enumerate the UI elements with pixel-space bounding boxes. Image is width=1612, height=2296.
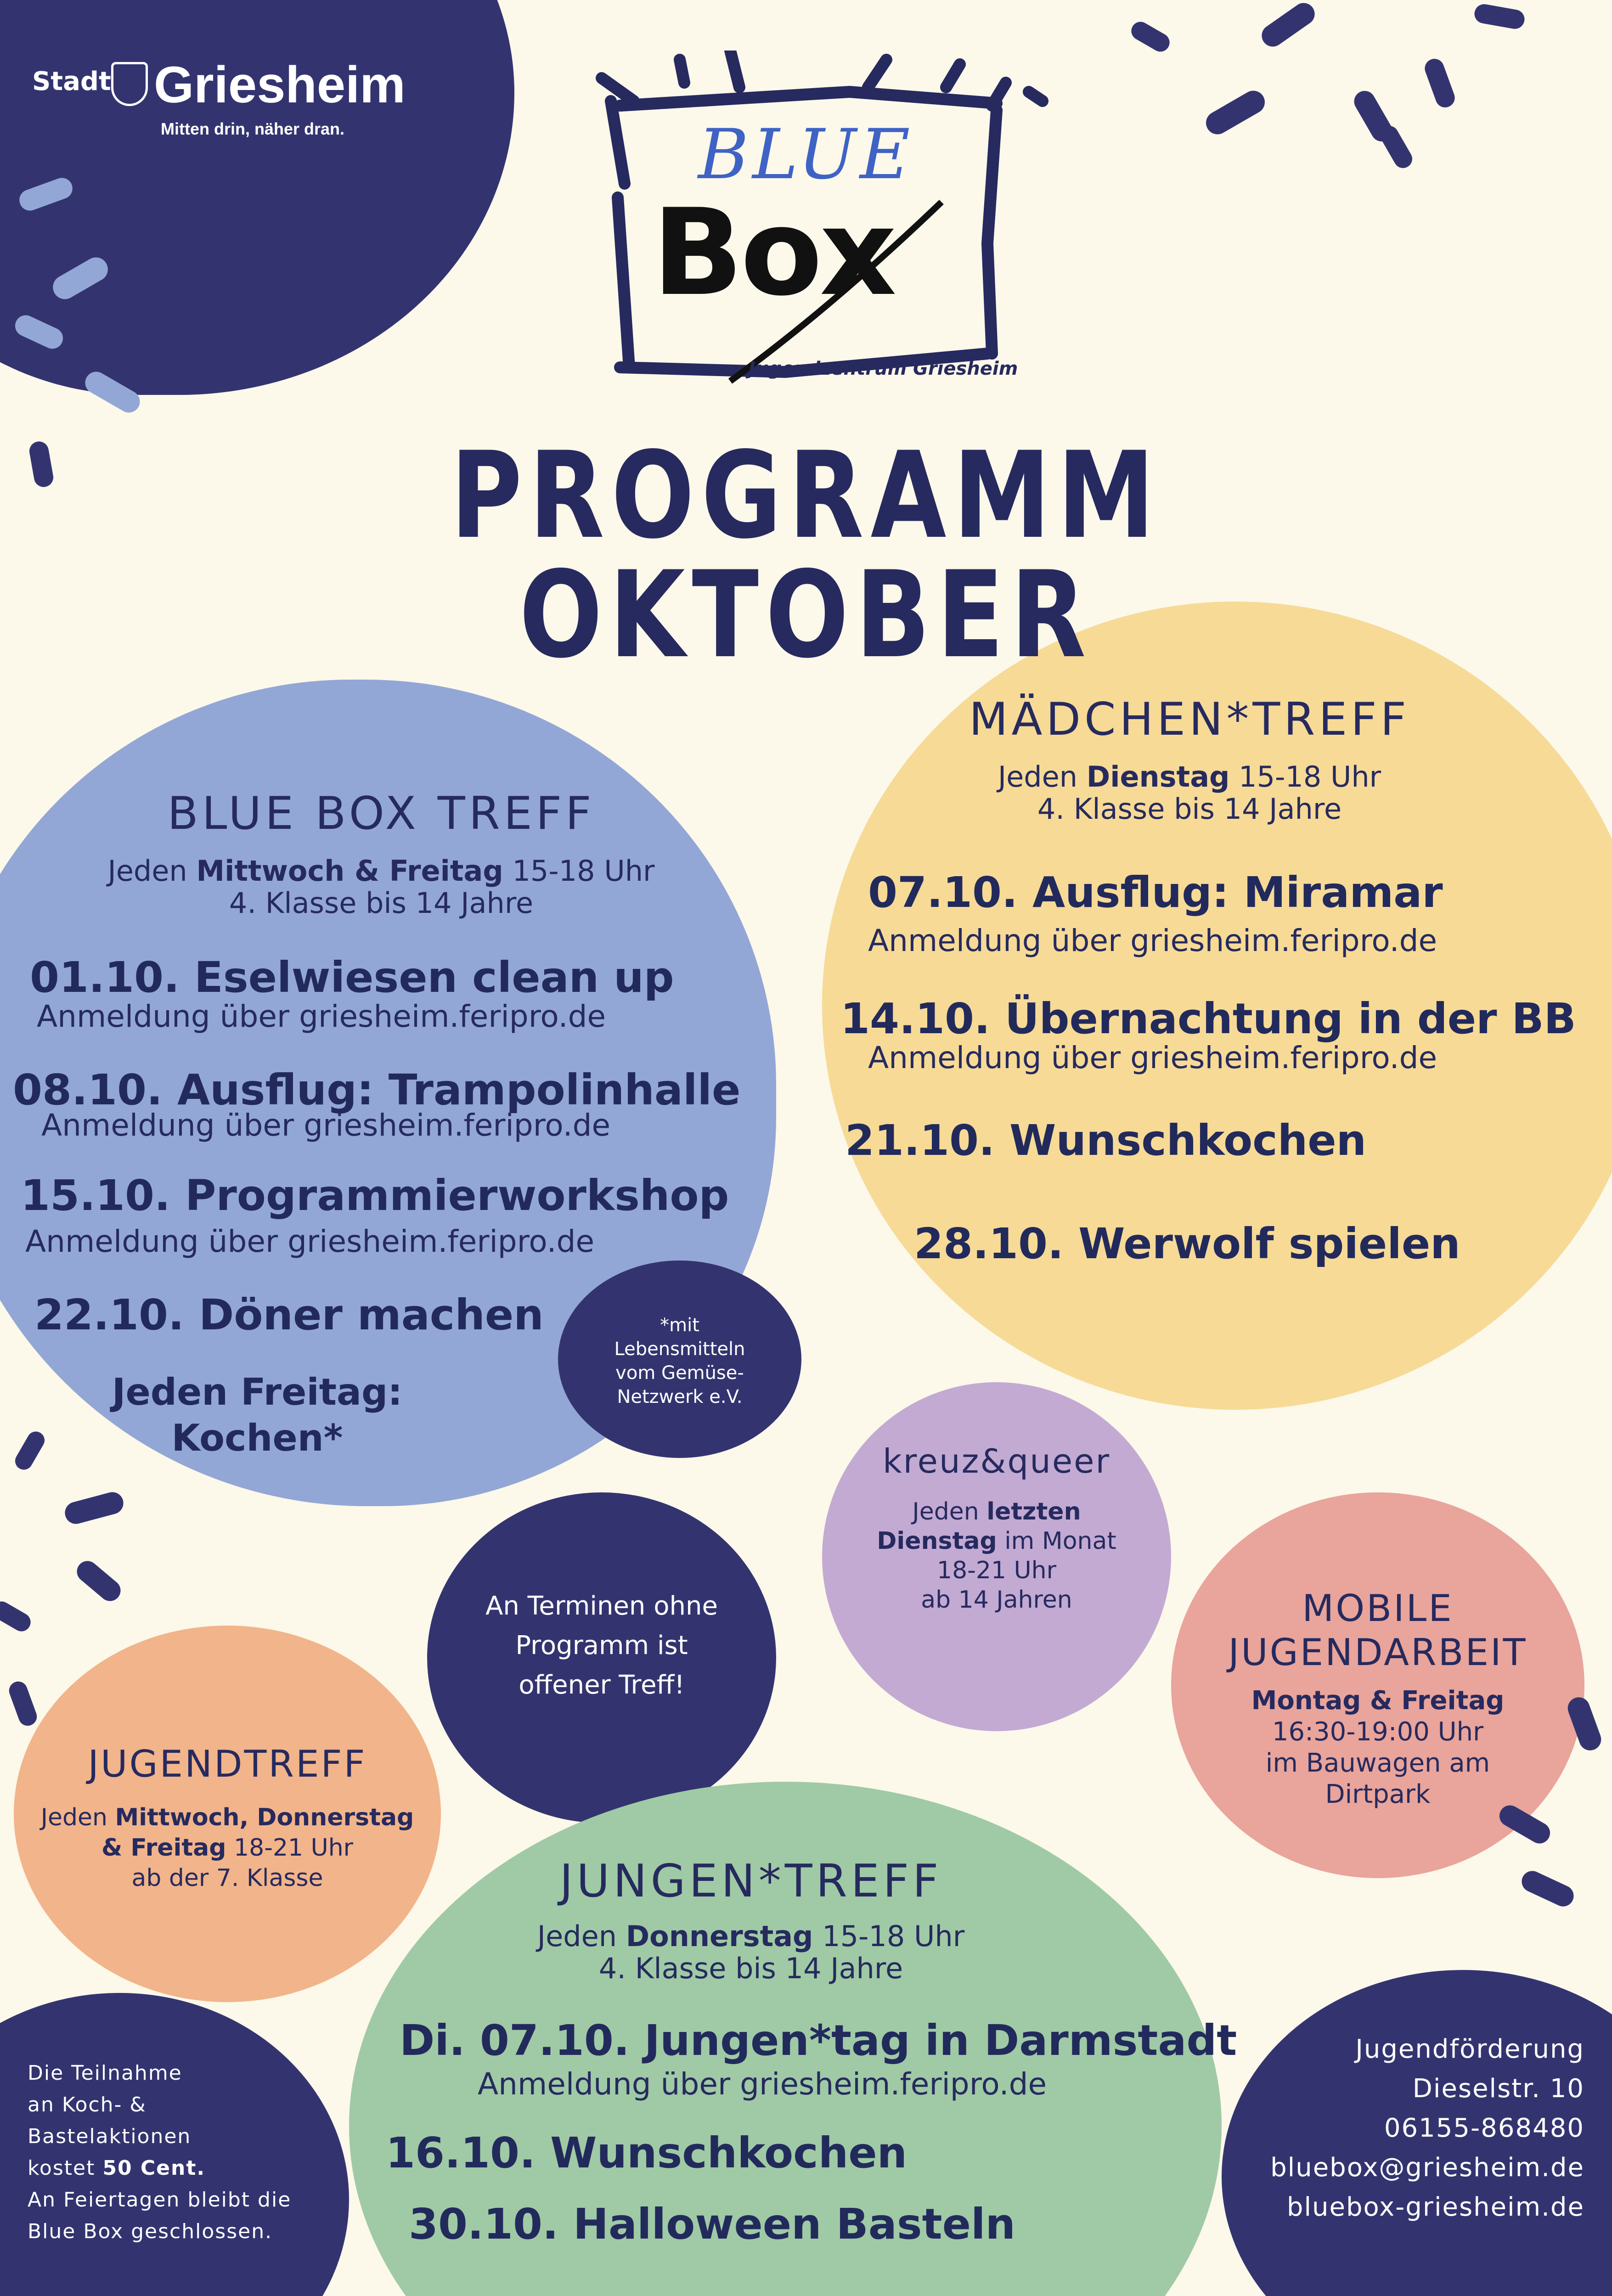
contact-email[interactable]: bluebox@griesheim.de [1270,2153,1584,2183]
contact-website[interactable]: bluebox-griesheim.de [1286,2192,1584,2222]
city-name: Griesheim [154,56,406,113]
footnote-text: *mit Lebensmitteln vom Gemüse- Netzwerk e.V. [614,1315,745,1407]
contact-text [1222,2030,1584,2227]
mobile-text: Montag & Freitag 16:30-19:00 Uhr im Bauwagen am Dirtpark [1251,1686,1505,1809]
maedchen-schedule: Jeden Dienstag 15-18 Uhr [998,760,1381,793]
city-logo [32,56,427,152]
kreuzqueer-text: Jeden letzten Dienstag im Monat 18-21 Uhr ab 14 Jahren [877,1498,1116,1614]
bluebox-event-title: 08.10. Ausflug: Trampolinhalle [13,1065,741,1114]
jungen-event-title: 16.10. Wunschkochen [386,2128,907,2178]
logo-box-text: Box [652,184,894,322]
bluebox-event-title: 22.10. Döner machen [34,1290,544,1339]
jungen-event-title: Di. 07.10. Jungen*tag in Darmstadt [400,2016,1237,2065]
maedchen-event-title: 21.10. Wunschkochen [845,1116,1367,1165]
jugendtreff-heading: JUGENDTREFF [88,1743,367,1785]
city-slogan: Mitten drin, näher dran. [161,119,345,138]
kreuzqueer-heading: kreuz&queer [882,1442,1111,1480]
coat-of-arms-icon [111,62,148,106]
offen-text: An Terminen ohne Programm ist offener Treff! [485,1591,718,1700]
maedchen-event-sub: Anmeldung über griesheim.feripro.de [868,1040,1437,1075]
bluebox-event-title: 15.10. Programmierworkshop [21,1171,729,1220]
jungen-schedule: Jeden Donnerstag 15-18 Uhr [537,1919,965,1953]
jugendtreff-text: Jeden Mittwoch, Donnerstag & Freitag 18-21 Uhr ab der 7. Klasse [40,1804,414,1892]
jungen-event-sub: Anmeldung über griesheim.feripro.de [478,2066,1047,2102]
jungen-age: 4. Klasse bis 14 Jahre [598,1952,903,1985]
page-title: PROGRAMM OKTOBER [450,427,1162,685]
maedchen-event-title: 07.10. Ausflug: Miramar [868,868,1443,917]
bluebox-logo [592,51,1079,409]
maedchen-event-sub: Anmeldung über griesheim.feripro.de [868,923,1437,958]
jungen-event-title: 30.10. Halloween Basteln [409,2200,1016,2249]
logo-subtitle: Jugendzentrum Griesheim [749,358,1018,379]
fees-text: Die Teilnahme an Koch- & Bastelaktionen kostet 50 Cent. An Feiertagen bleibt die Blue Box geschlossen. [28,2061,292,2243]
contact-phone[interactable]: 06155-868480 [1384,2113,1584,2143]
maedchen-event-title: 14.10. Übernachtung in der BB [840,994,1576,1043]
jungen-heading: JUNGEN*TREFF [559,1855,942,1908]
bluebox-heading: BLUE BOX TREFF [167,788,595,840]
city-prefix: Stadt [32,67,111,96]
bluebox-friday-line2: Kochen* [171,1417,343,1459]
contact-address: Dieselstr. 10 [1412,2074,1584,2104]
maedchen-age: 4. Klasse bis 14 Jahre [1037,792,1342,826]
bluebox-age: 4. Klasse bis 14 Jahre [229,886,534,920]
bluebox-event-sub: Anmeldung über griesheim.feripro.de [37,999,606,1034]
logo-blue-text: BLUE [698,115,914,195]
bluebox-event-sub: Anmeldung über griesheim.feripro.de [41,1108,611,1143]
mobile-heading: MOBILE JUGENDARBEIT [1228,1587,1527,1674]
bluebox-event-title: 01.10. Eselwiesen clean up [30,953,674,1002]
maedchen-heading: MÄDCHEN*TREFF [969,693,1410,746]
bluebox-event-sub: Anmeldung über griesheim.feripro.de [25,1224,595,1259]
bluebox-schedule: Jeden Mittwoch & Freitag 15-18 Uhr [107,854,655,888]
contact-org: Jugendförderung [1355,2034,1584,2064]
maedchen-event-title: 28.10. Werwolf spielen [914,1219,1460,1268]
bluebox-friday-line1: Jeden Freitag: [112,1371,403,1413]
